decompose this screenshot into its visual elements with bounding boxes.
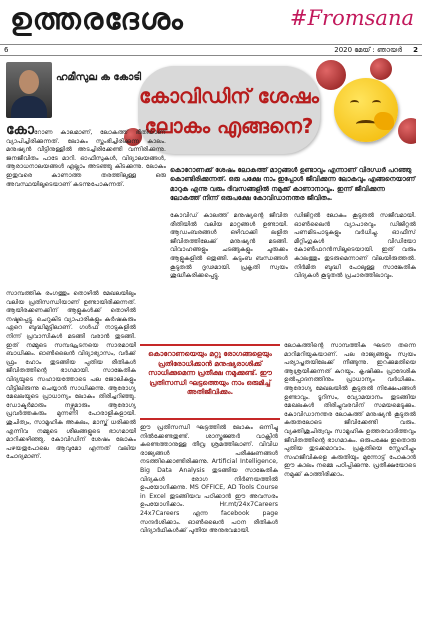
author-photo [6, 62, 52, 118]
author-photo-body [11, 96, 47, 118]
lead-paragraph [6, 122, 166, 189]
author-name: ഹമീസുല ക കോടി [56, 72, 142, 83]
page-number: 2 [413, 46, 418, 54]
body-column-2: കോവിഡ് കാലത്ത് മനുഷ്യന്റെ ജീവിത രീതിയിൽ വലിയ മാറ്റങ്ങൾ ഉണ്ടായി. ആഡംബരങ്ങൾ ഒഴിവാക്കി ലളിത ജീവിതത്തിലേക്ക് മനുഷ്യൻ മടങ്ങി. വിവാഹങ്ങളും ചടങ്ങുകളും ചുരുക്കം ആളുകളിൽ ഒതുങ്ങി. കുടുംബ ബന്ധങ്ങൾ കൂടുതൽ ദൃഢമായി. പ്രകൃതി സ്വയം ശുദ്ധീകരിക്കപ്പെട്ടു. [170, 212, 288, 280]
masthead-title: ഉത്തരദേശം [10, 2, 184, 37]
body-column-4: ഈ പ്രതിസന്ധി ഘട്ടത്തിൽ ലോകം ഒന്നിച്ചു നിൽക്കേണ്ടതുണ്ട്. ശാസ്ത്രജ്ഞർ വാക്സിൻ കണ്ടെത്താനുള്ള തീവ്ര ശ്രമത്തിലാണ്. വിവിധ രാജ്യങ്ങൾ പരീക്ഷണങ്ങൾ നടത്തിക്കൊണ്ടിരിക്കുന്നു. Artificial Intelligence, Big Data Analysis തുടങ്ങിയ സാങ്കേതിക വിദ്യകൾ രോഗ നിർണയത്തിൽ ഉപയോഗിക്കുന്നു. MS OFFICE, AD Tools Course in Excel തുടങ്ങിയവ പഠിക്കാൻ ഈ അവസരം ഉപയോഗിക്കാം. Hr.mt/24x7Careers 24x7Careers എന്ന facebook page സന്ദർശിക്കാം. ഓൺലൈൻ പഠന രീതികൾ വിദ്യാർഥികൾക്ക് പുതിയ അനുഭവമായി. [140, 424, 278, 535]
issue-date: 2020 മേയ് : ഞായർ [334, 46, 402, 54]
body-column-1: സാമ്പത്തിക രംഗത്തും തൊഴിൽ മേഖലയിലും വലിയ പ്രതിസന്ധിയാണ് ഉണ്ടായിരിക്കുന്നത്. ആയിരക്കണക്കിന് ആളുകൾക്ക് തൊഴിൽ നഷ്ടപ്പെട്ടു. ചെറുകിട വ്യാപാരികളും കർഷകരും ഏറെ ബുദ്ധിമുട്ടിലാണ്. ഗൾഫ് നാടുകളിൽ നിന്ന് പ്രവാസികൾ മടങ്ങി വരാൻ തുടങ്ങി. ഇത് നമ്മുടെ സമ്പദ്ഘടനയെ സാരമായി ബാധിക്കും. ഓൺലൈൻ വിദ്യാഭ്യാസം, വർക്ക് ഫ്രം ഹോം തുടങ്ങിയ പുതിയ രീതികൾ ജീവിതത്തിന്റെ ഭാഗമായി. സാങ്കേതിക വിദ്യയുടെ സഹായത്തോടെ പല ജോലികളും വീട്ടിലിരുന്നു ചെയ്യാൻ സാധിക്കുന്നു. ആരോഗ്യ മേഖലയുടെ പ്രാധാന്യം ലോകം തിരിച്ചറിഞ്ഞു. ഡോക്ടർമാരും നഴ്സുമാരും ആരോഗ്യ പ്രവർത്തകരും മുന്നണി പോരാളികളായി. ശുചിത്വം, സാമൂഹിക അകലം, മാസ്ക് ധരിക്കൽ എന്നിവ നമ്മുടെ ശീലങ്ങളുടെ ഭാഗമായി മാറിക്കഴിഞ്ഞു. കോവിഡിന് ശേഷം ലോകം പഴയതുപോലെ ആവുമോ എന്നത് വലിയ ചോദ്യമാണ്. [6, 290, 136, 461]
virus-icon [398, 118, 416, 144]
masthead-hashtag: #Fromsana [289, 6, 414, 30]
headline-line-2: ലോകം എങ്ങനെ? [144, 114, 314, 138]
author-photo-head [19, 70, 39, 94]
pull-quote: കൊറോണയെയും മറ്റു രോഗങ്ങളെയും പ്രതിരോധിക്കാൻ മനുഷ്യരാശിക്ക് സാധിക്കുമെന്ന പ്രതീക്ഷ നമുക്കുണ്ട്. ഈ പ്രതിസന്ധി ഘട്ടത്തെയും നാം ഒരുമിച്ച് അതിജീവിക്കും. [140, 344, 280, 420]
virus-icon [316, 60, 346, 90]
lead-text: റോണ കാലമാണ്, ലോകത്ത് ഭീതിയാണ് വ്യാപിച്ചിരിക്കുന്നത്. ലോകം സ്തംഭിച്ചിരിക്കുന്ന കാലം. മനുഷ്യൻ വീട്ടിനുള്ളിൽ അടച്ചിരിക്കേണ്ടി വന്നിരിക്കുന്നു. ജനജീവിതം പാടേ മാറി. ഓഫീസുകൾ, വിദ്യാലയങ്ങൾ, ആരാധനാലയങ്ങൾ എല്ലാം അടഞ്ഞു കിടക്കുന്നു. ലോകം ഇതുവരെ കാണാത്ത തരത്തിലുള്ള ഒരു അവസ്ഥയിലൂടെയാണ് കടന്നുപോകുന്നത്. [6, 129, 166, 188]
drop-cap: കോ [6, 122, 34, 138]
body-column-5: ലോകത്തിന്റെ സാമ്പത്തിക ഘടന തന്നെ മാറിമറിയുകയാണ്. പല രാജ്യങ്ങളും സ്വയം പര്യാപ്തതയിലേക്ക് നീങ്ങുന്നു. ഇറക്കുമതിയെ ആശ്രയിക്കുന്നത് കുറയും. കൃഷിക്കും പ്രാദേശിക ഉൽപ്പാദനത്തിനും പ്രാധാന്യം വർധിക്കും. ആരോഗ്യ മേഖലയിൽ കൂടുതൽ നിക്ഷേപങ്ങൾ ഉണ്ടാവും. ടൂറിസം, വ്യോമയാനം തുടങ്ങിയ മേഖലകൾ തിരിച്ചുവരവിന് സമയമെടുക്കും. കോവിഡാനന്തര ലോകത്ത് മനുഷ്യൻ കൂടുതൽ കരുതലോടെ ജീവിക്കേണ്ടി വരും. വ്യക്തിശുചിത്വവും സാമൂഹിക ഉത്തരവാദിത്തവും ജീവിതത്തിന്റെ ഭാഗമാകും. ഒരുപക്ഷേ ഇതൊരു പുതിയ തുടക്കമാവാം. പ്രകൃതിയെ സ്നേഹിച്ചും സഹജീവികളെ കരുതിയും മുന്നോട്ട് പോകാൻ ഈ കാലം നമ്മെ പഠിപ്പിക്കുന്നു. പ്രതീക്ഷയോടെ നമുക്ക് കാത്തിരിക്കാം. [284, 342, 416, 478]
emoji-left-eye [350, 100, 359, 106]
emoji-hand [374, 112, 394, 130]
body-column-3: ഡിജിറ്റൽ ലോകം കൂടുതൽ സജീവമായി. ഓൺലൈൻ വ്യാപാരവും ഡിജിറ്റൽ പണമിടപാടുകളും വർധിച്ചു. ഓഫീസ് മീറ്റിംഗുകൾ വീഡിയോ കോൺഫറൻസിലൂടെയായി. ഇത് വരും കാലത്തും തുടരുമെന്നാണ് വിലയിരുത്തൽ. നിർമിത ബുദ്ധി പോലുള്ള സാങ്കേതിക വിദ്യകൾ കൂടുതൽ പ്രചാരത്തിലാവും. [294, 212, 416, 280]
masthead [0, 0, 422, 44]
article-deck: കൊറോണക്ക് ശേഷം ലോകത്ത് മാറ്റങ്ങൾ ഉണ്ടാവും എന്നാണ് വിദഗ്ധർ പറഞ്ഞു കൊണ്ടിരിക്കുന്നത്. ഒരു പക്ഷേ നാം ഇപ്പോൾ ജീവിക്കുന്ന ലോകവും എങ്ങനെയാണ് മാറുക എന്നു വരും ദിവസങ്ങളിൽ നമുക്ക് കാണാനാവും. ഇന്ന് ജീവിക്കുന്ന ലോകത്ത് നിന്ന് ഒരുപക്ഷേ കോവിഡാനന്തര ജീവിതം. [170, 166, 416, 203]
virus-icon [370, 58, 392, 80]
headline-line-1: കോവിഡിന് ശേഷം [139, 84, 319, 108]
issue-bar [0, 44, 422, 56]
emoji-right-eye [372, 100, 381, 106]
issue-number: 6 [4, 46, 9, 54]
thinking-face-icon [334, 78, 398, 142]
emoji-mouth [356, 120, 376, 128]
